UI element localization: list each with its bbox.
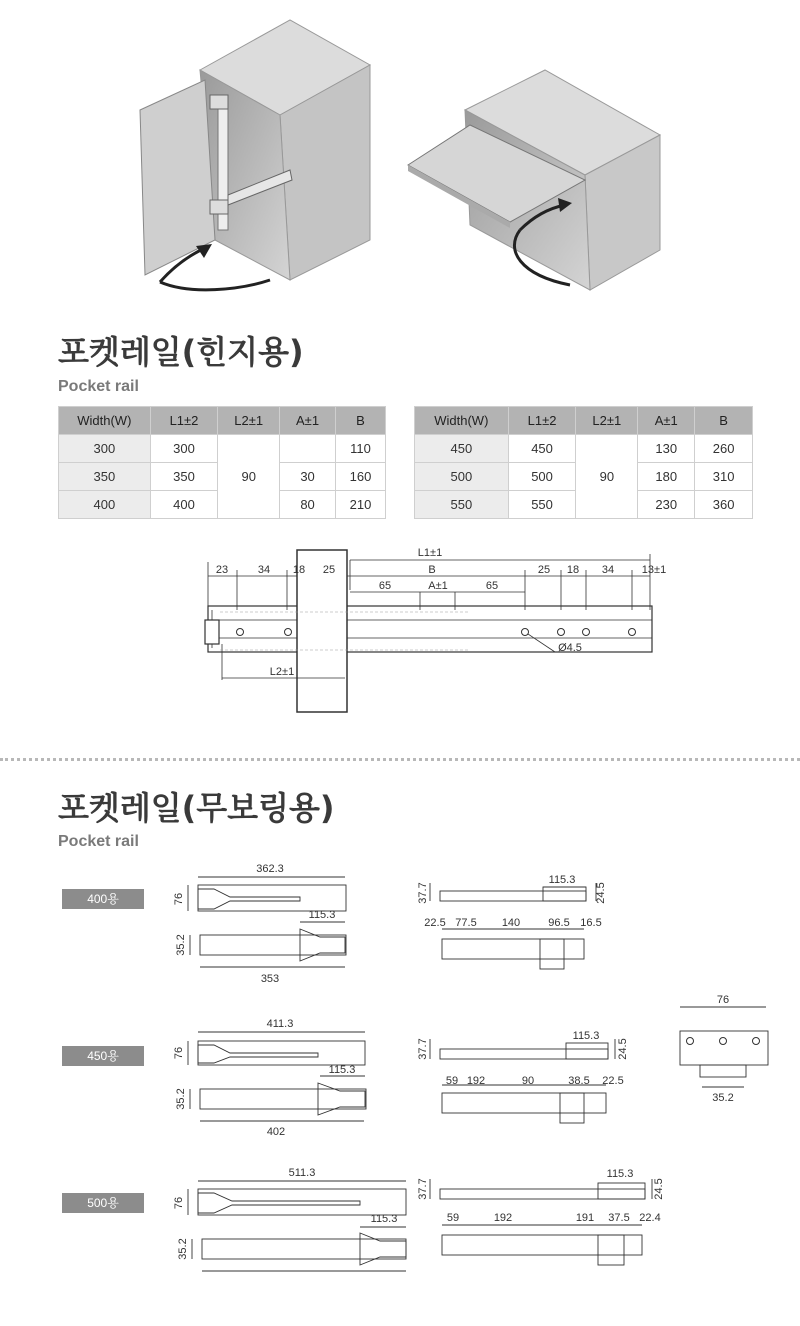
dim-34a: 34 <box>257 564 271 576</box>
dim-34b: 34 <box>601 564 615 576</box>
dim-top-len-450: 411.3 <box>266 1018 294 1030</box>
dim-23: 23 <box>215 564 229 576</box>
dim-top-len-500: 511.3 <box>288 1167 316 1179</box>
dim-side-h-500: 37.7 <box>417 1178 429 1200</box>
dim-b: B <box>428 564 436 576</box>
dim-side-len-400: 115.3 <box>548 874 576 886</box>
dim-len115-400: 115.3 <box>308 909 336 921</box>
table-cell: 180 <box>638 463 695 491</box>
header-cell: L2±1 <box>218 407 280 435</box>
header-cell: B <box>335 407 385 435</box>
section2-subtitle: Pocket rail <box>58 833 139 850</box>
section1-subtitle: Pocket rail <box>58 378 139 395</box>
header-cell: A±1 <box>280 407 336 435</box>
table-cell: 230 <box>638 491 695 519</box>
dim-e-500: 22.4 <box>639 1212 661 1224</box>
dim-len115-450: 115.3 <box>328 1064 356 1076</box>
dim-h76-400: 76 <box>173 892 185 906</box>
dim-13: 13±1 <box>641 564 667 576</box>
rail-diagram <box>0 540 800 720</box>
table-cell: 400 <box>150 491 218 519</box>
dim-bottom-len-450: 402 <box>266 1126 286 1138</box>
table-cell: 550 <box>508 491 576 519</box>
dim-side-len-500: 115.3 <box>606 1168 634 1180</box>
dim-h76-500: 76 <box>173 1196 185 1210</box>
dim-len115-500: 115.3 <box>370 1213 398 1225</box>
dim-18a: 18 <box>292 564 306 576</box>
dim-25b: 25 <box>537 564 551 576</box>
table-cell: 500 <box>508 463 576 491</box>
cabinet-hinge-illustration <box>140 20 370 290</box>
cabinet-flap-illustration <box>408 70 660 290</box>
dim-h76-450: 76 <box>173 1046 185 1060</box>
dim-d-450: 38.5 <box>568 1075 590 1087</box>
section-divider <box>0 758 800 761</box>
dim-a-450: 59 <box>445 1075 459 1087</box>
dim-d-500: 37.5 <box>608 1212 630 1224</box>
model-badge-500: 500용 <box>62 1193 144 1213</box>
dim-65b: 65 <box>485 580 499 592</box>
table-cell: 90 <box>576 435 638 519</box>
dim-65a: 65 <box>378 580 392 592</box>
dim-side-r-500: 24.5 <box>653 1178 665 1200</box>
dim-h35-450: 35.2 <box>175 1088 187 1110</box>
table-cell: 30 <box>280 463 336 491</box>
header-cell: Width(W) <box>415 407 509 435</box>
dim-b-400: 77.5 <box>455 917 477 929</box>
dim-side-h-450: 37.7 <box>417 1038 429 1060</box>
dim-h35-500: 35.2 <box>177 1238 189 1260</box>
table-cell: 90 <box>218 435 280 519</box>
dim-side-r-450: 24.5 <box>617 1038 629 1060</box>
table-row <box>415 435 753 463</box>
header-cell: Width(W) <box>59 407 151 435</box>
model-badge-400: 400용 <box>62 889 144 909</box>
table-cell: 350 <box>150 463 218 491</box>
dim-e-450: 22.5 <box>602 1075 624 1087</box>
table-cell: 360 <box>695 491 753 519</box>
table-cell: 450 <box>415 435 509 463</box>
table-cell: 260 <box>695 435 753 463</box>
dim-b-450: 192 <box>466 1075 486 1087</box>
dim-l2: L2±1 <box>269 666 295 678</box>
table-cell: 110 <box>335 435 385 463</box>
dim-l1: L1±1 <box>417 547 443 559</box>
cabinet-illustrations <box>0 0 800 300</box>
table-cell: 300 <box>59 435 151 463</box>
dim-a: A±1 <box>428 580 448 592</box>
header-cell: B <box>695 407 753 435</box>
dim-side-r-400: 24.5 <box>595 882 607 904</box>
dim-hole: Ø4.5 <box>558 642 582 654</box>
table-cell: 500 <box>415 463 509 491</box>
dim-side-len-450: 115.3 <box>572 1030 600 1042</box>
dim-25a: 25 <box>322 564 336 576</box>
header-cell: L2±1 <box>576 407 638 435</box>
table-cell: 210 <box>335 491 385 519</box>
dim-b-500: 192 <box>493 1212 513 1224</box>
table-header-row <box>415 407 753 435</box>
dim-h35-400: 35.2 <box>175 934 187 956</box>
dim-18b: 18 <box>566 564 580 576</box>
header-cell: A±1 <box>638 407 695 435</box>
dim-side-h-400: 37.7 <box>417 882 429 904</box>
spec-table-right <box>414 406 753 519</box>
table-row <box>59 435 386 463</box>
dim-c-400: 140 <box>501 917 521 929</box>
model-badge-450: 450용 <box>62 1046 144 1066</box>
section2-title: 포켓레일(무보링용) <box>58 789 335 827</box>
header-cell: L1±2 <box>508 407 576 435</box>
table-cell: 450 <box>508 435 576 463</box>
table-header-row <box>59 407 386 435</box>
dim-a-500: 59 <box>446 1212 460 1224</box>
model-drawings <box>0 855 800 1285</box>
dim-bracket-width: 76 <box>716 994 730 1006</box>
dim-bracket-depth: 35.2 <box>712 1092 734 1104</box>
section1-title: 포켓레일(힌지용) <box>58 333 304 371</box>
dim-top-len-400: 362.3 <box>256 863 284 875</box>
table-cell: 350 <box>59 463 151 491</box>
table-cell: 80 <box>280 491 336 519</box>
dim-e-400: 16.5 <box>580 917 602 929</box>
dim-c-500: 191 <box>575 1212 595 1224</box>
dim-d-400: 96.5 <box>548 917 570 929</box>
header-cell: L1±2 <box>150 407 218 435</box>
table-cell: 130 <box>638 435 695 463</box>
table-cell: 400 <box>59 491 151 519</box>
table-cell: 160 <box>335 463 385 491</box>
table-cell: 550 <box>415 491 509 519</box>
dim-a-400: 22.5 <box>424 917 446 929</box>
table-cell: 300 <box>150 435 218 463</box>
table-cell: 310 <box>695 463 753 491</box>
dim-c-450: 90 <box>521 1075 535 1087</box>
spec-table-left <box>58 406 386 519</box>
table-cell <box>280 435 336 463</box>
dim-bottom-len-400: 353 <box>260 973 280 985</box>
